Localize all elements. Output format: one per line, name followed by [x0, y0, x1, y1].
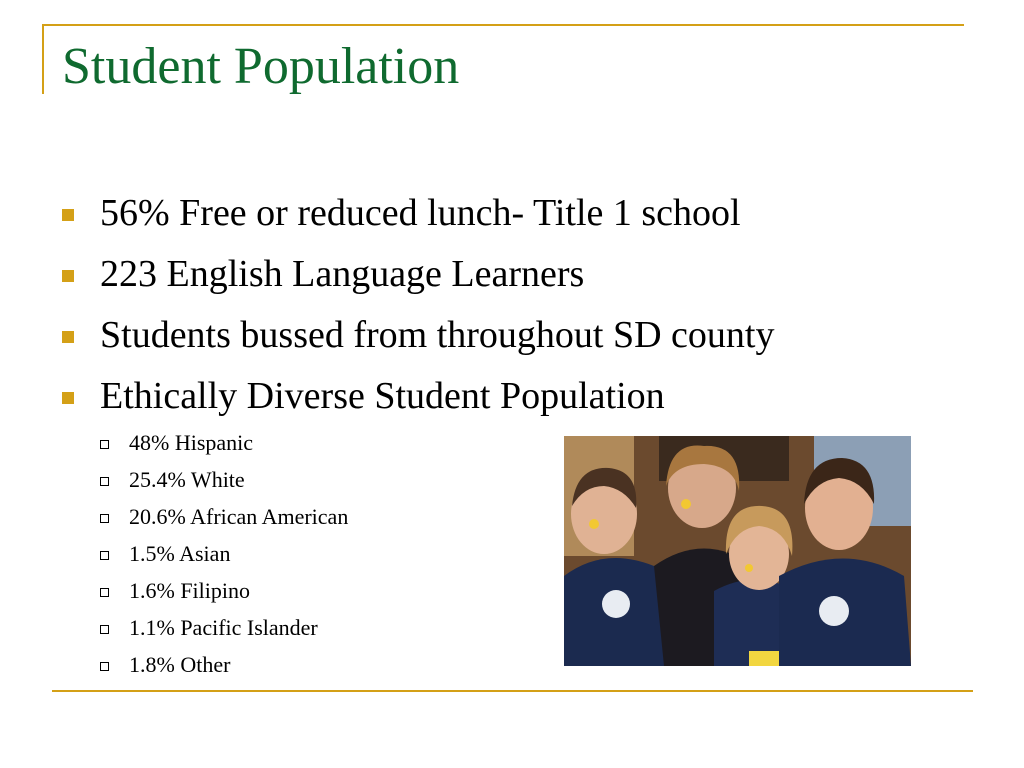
children-photo-illustration	[564, 436, 911, 666]
frame-left-line	[42, 24, 44, 94]
filled-square-icon	[62, 270, 74, 282]
sub-bullet-item	[100, 613, 348, 650]
frame-top-line	[42, 24, 964, 26]
main-bullet-list	[62, 188, 774, 432]
sub-bullet-text: 48% Hispanic	[129, 430, 254, 455]
left-boy-shirt-logo	[602, 590, 630, 618]
hollow-square-icon	[100, 662, 109, 671]
sub-bullet-item	[100, 539, 348, 576]
main-bullet-item	[62, 249, 774, 310]
filled-square-icon	[62, 209, 74, 221]
hollow-square-icon	[100, 551, 109, 560]
sub-bullet-text: 20.6% African American	[129, 504, 349, 529]
main-bullet-text: 56% Free or reduced lunch- Title 1 school	[100, 192, 741, 234]
face-paint-star	[589, 519, 599, 529]
hollow-square-icon	[100, 625, 109, 634]
sub-bullet-list	[100, 428, 348, 687]
sub-bullet-text: 1.6% Filipino	[129, 578, 251, 603]
main-bullet-item	[62, 371, 774, 432]
sub-bullet-item	[100, 502, 348, 539]
main-bullet-text: Ethically Diverse Student Population	[100, 375, 665, 417]
sub-bullet-item	[100, 576, 348, 613]
main-bullet-text: 223 English Language Learners	[100, 253, 585, 295]
sub-bullet-text: 1.5% Asian	[129, 541, 231, 566]
main-bullet-item	[62, 188, 774, 249]
face-paint-star	[681, 499, 691, 509]
hollow-square-icon	[100, 440, 109, 449]
hollow-square-icon	[100, 514, 109, 523]
sub-bullet-text: 25.4% White	[129, 467, 245, 492]
yellow-paper	[749, 651, 779, 666]
face-paint-star	[745, 564, 753, 572]
children-photo	[564, 436, 911, 666]
sub-bullet-text: 1.1% Pacific Islander	[129, 615, 318, 640]
sub-bullet-text: 1.8% Other	[129, 652, 231, 677]
right-boy-shirt-logo	[819, 596, 849, 626]
main-bullet-item	[62, 310, 774, 371]
slide-title: Student Population	[62, 38, 460, 95]
main-bullet-text: Students bussed from throughout SD county	[100, 314, 775, 356]
frame-bottom-line	[52, 690, 973, 692]
sub-bullet-item	[100, 428, 348, 465]
filled-square-icon	[62, 331, 74, 343]
sub-bullet-item	[100, 465, 348, 502]
sub-bullet-item	[100, 650, 348, 687]
hollow-square-icon	[100, 588, 109, 597]
hollow-square-icon	[100, 477, 109, 486]
filled-square-icon	[62, 392, 74, 404]
